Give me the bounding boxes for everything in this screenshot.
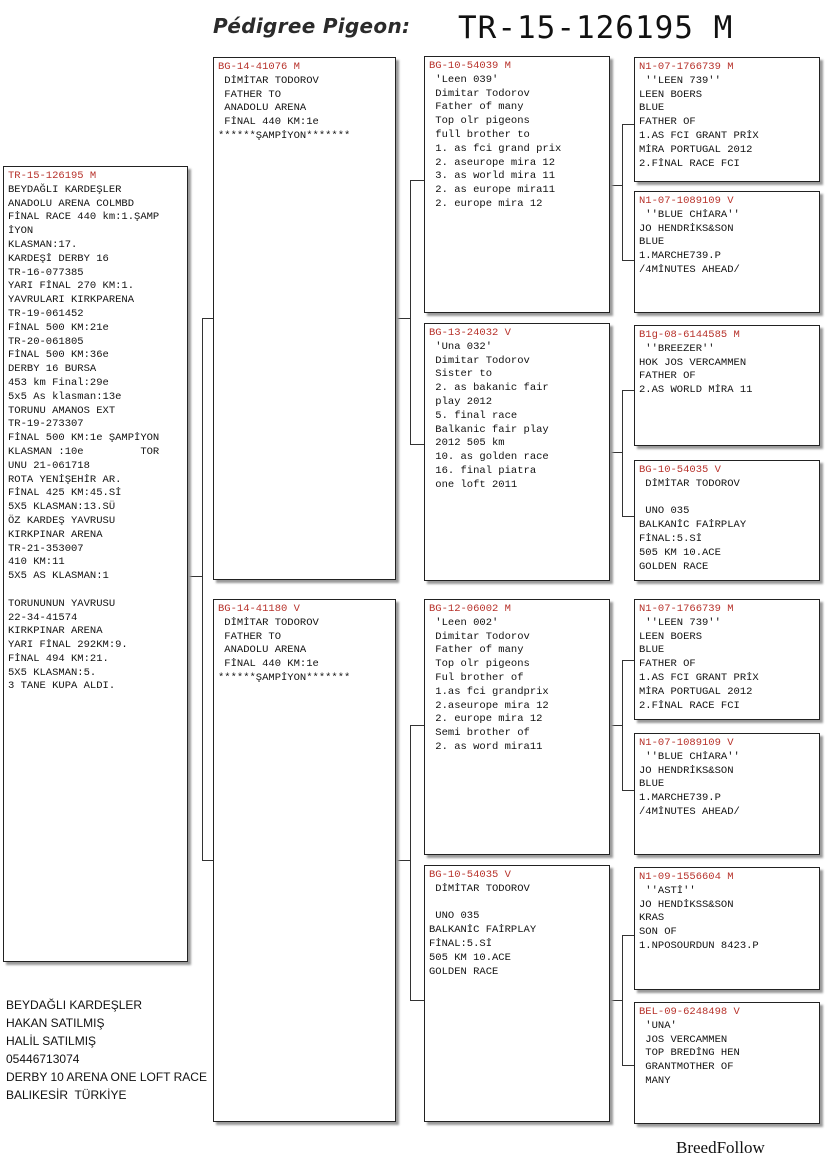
ring-number: BG-14-41180 V xyxy=(218,603,300,615)
detail-line: LEEN BOERS xyxy=(639,630,703,643)
ring-number: BG-14-41076 M xyxy=(218,61,300,73)
connector-line xyxy=(188,576,202,577)
detail-line: 1. as fci grand prix xyxy=(429,142,562,155)
great-grandparent-card-6 xyxy=(634,733,820,855)
detail-line: TOP BREDİNG HEN xyxy=(639,1047,740,1060)
detail-line: FİNAL 500 KM:36e xyxy=(8,349,109,362)
detail-line: ANADOLU ARENA xyxy=(218,102,307,115)
ring-number: BG-13-24032 V xyxy=(429,327,511,339)
detail-line: İYON xyxy=(8,225,34,238)
detail-line: 'UNA' xyxy=(639,1019,677,1032)
detail-line: FATHER OF xyxy=(639,658,696,671)
detail-line: JO HENDRİKS&SON xyxy=(639,222,734,235)
detail-line: DİMİTAR TODOROV xyxy=(639,477,740,490)
detail-line: JO HENDRİKS&SON xyxy=(639,764,734,777)
detail-line: ''BLUE CHİARA'' xyxy=(639,750,740,763)
detail-line: LEEN BOERS xyxy=(639,88,703,101)
detail-line: BLUE xyxy=(639,236,665,249)
ring-number: N1-07-1089109 V xyxy=(639,195,734,207)
detail-line: 'Una 032' xyxy=(429,340,493,353)
grandsire-sire-side-card xyxy=(424,56,610,313)
pedigree-label: Pédigree Pigeon: xyxy=(213,14,411,38)
detail-line: 5X5 KLASMAN:5. xyxy=(8,666,97,679)
detail-line: KLASMAN :10e TOR xyxy=(8,445,160,458)
detail-line: KIRKPINAR ARENA xyxy=(8,625,103,638)
detail-line: FİNAL 500 KM:1e ŞAMPİYON xyxy=(8,432,160,445)
detail-line: 1.MARCHE739.P xyxy=(639,792,721,805)
detail-line: ANADOLU ARENA xyxy=(218,644,307,657)
detail-line: UNO 035 xyxy=(639,505,690,518)
detail-line: ''ASTİ'' xyxy=(639,884,696,897)
detail-line: one loft 2011 xyxy=(429,478,518,491)
detail-line: 3. as world mira 11 xyxy=(429,170,556,183)
owner-line: BALIKESİR TÜRKİYE xyxy=(6,1088,127,1102)
detail-line: full brother to xyxy=(429,128,530,141)
detail-line: Dimitar Todorov xyxy=(429,354,530,367)
detail-line: JOS VERCAMMEN xyxy=(639,1033,728,1046)
detail-line: KIRKPINAR ARENA xyxy=(8,528,103,541)
detail-line: Sister to xyxy=(429,368,493,381)
detail-line: MANY xyxy=(639,1074,671,1087)
detail-line: 2. as word mira11 xyxy=(429,740,543,753)
ring-number: BG-10-54039 M xyxy=(429,60,511,72)
connector-line xyxy=(410,180,424,181)
detail-line: 453 km Final:29e xyxy=(8,376,109,389)
ring-number: N1-09-1556604 M xyxy=(639,871,734,883)
owner-info xyxy=(6,996,207,1104)
detail-line: FİNAL 440 KM:1e xyxy=(218,658,319,671)
detail-line: GOLDEN RACE xyxy=(639,560,709,573)
connector-line xyxy=(410,725,411,1000)
detail-line: ''BLUE CHİARA'' xyxy=(639,208,740,221)
detail-line: 5X5 AS KLASMAN:1 xyxy=(8,570,109,583)
pigeon-details xyxy=(429,74,605,212)
ring-number: BG-12-06002 M xyxy=(429,603,511,615)
connector-line xyxy=(396,318,410,319)
detail-line: Father of many xyxy=(429,644,524,657)
connector-line xyxy=(410,1000,424,1001)
connector-line xyxy=(410,444,424,445)
detail-line: Ful brother of xyxy=(429,671,524,684)
detail-line: 2.FİNAL RACE FCI xyxy=(639,157,740,170)
owner-line: HALİL SATILMIŞ xyxy=(6,1034,97,1048)
detail-line: Semi brother of xyxy=(429,727,530,740)
detail-line: 2. as bakanic fair xyxy=(429,382,549,395)
detail-line: 410 KM:11 xyxy=(8,556,65,569)
detail-line: 2. europe mira 12 xyxy=(429,713,543,726)
ring-number: BEL-09-6248498 V xyxy=(639,1006,740,1018)
owner-line: BEYDAĞLI KARDEŞLER xyxy=(6,998,143,1012)
detail-line: 1.AS FCI GRANT PRİX xyxy=(639,671,759,684)
pigeon-details xyxy=(429,883,605,980)
detail-line: TR-16-077385 xyxy=(8,266,84,279)
pigeon-details xyxy=(639,75,815,172)
detail-line: ROTA YENİŞEHİR AR. xyxy=(8,473,122,486)
detail-line: BEYDAĞLI KARDEŞLER xyxy=(8,183,122,196)
detail-line: TORUNU AMANOS EXT xyxy=(8,404,116,417)
detail-line: FATHER TO xyxy=(218,630,282,643)
connector-line xyxy=(622,124,634,125)
detail-line: 2012 505 km xyxy=(429,437,505,450)
connector-line xyxy=(622,935,623,1065)
detail-line: YAVRULARI KIRKPARENA xyxy=(8,294,135,307)
detail-line xyxy=(8,584,183,598)
detail-line: Dimitar Todorov xyxy=(429,630,530,643)
connector-line xyxy=(622,790,634,791)
connector-line xyxy=(202,318,203,860)
detail-line: MİRA PORTUGAL 2012 xyxy=(639,685,753,698)
grandsire-dam-side-card xyxy=(424,599,610,855)
detail-line: FİNAL 425 KM:45.Sİ xyxy=(8,487,122,500)
detail-line: /4MİNUTES AHEAD/ xyxy=(639,263,740,276)
pigeon-details xyxy=(639,885,815,954)
detail-line: 'Leen 039' xyxy=(429,73,499,86)
subject-card xyxy=(3,166,188,962)
pigeon-details xyxy=(8,184,183,694)
detail-line: FİNAL RACE 440 km:1.ŞAMP xyxy=(8,211,160,224)
detail-line: ''LEEN 739'' xyxy=(639,616,721,629)
detail-line: KRAS xyxy=(639,912,665,925)
detail-line: DİMİTAR TODOROV xyxy=(218,74,319,87)
detail-line: YARI FİNAL 270 KM:1. xyxy=(8,280,135,293)
detail-line: DİMİTAR TODOROV xyxy=(218,616,319,629)
detail-line: MİRA PORTUGAL 2012 xyxy=(639,143,753,156)
ring-number: N1-07-1766739 M xyxy=(639,61,734,73)
detail-line: FİNAL:5.Sİ xyxy=(639,532,703,545)
connector-line xyxy=(622,124,623,260)
detail-line: TR-21-353007 xyxy=(8,542,84,555)
detail-line: 5. final race xyxy=(429,409,518,422)
granddam-dam-side-card xyxy=(424,865,610,1122)
detail-line: BLUE xyxy=(639,644,665,657)
connector-line xyxy=(622,390,623,516)
detail-line: 22-34-41574 xyxy=(8,611,78,624)
detail-line: 2. europe mira 12 xyxy=(429,197,543,210)
owner-phone: 05446713074 xyxy=(6,1052,80,1066)
connector-line xyxy=(622,660,623,790)
detail-line: 16. final piatra xyxy=(429,464,537,477)
pigeon-details xyxy=(639,478,815,575)
detail-line: UNO 035 xyxy=(429,910,480,923)
ring-number: B1g-08-6144585 M xyxy=(639,329,740,341)
detail-line: KARDEŞİ DERBY 16 xyxy=(8,252,109,265)
detail-line: Top olr pigeons xyxy=(429,658,530,671)
detail-line: BALKANİC FAİRPLAY xyxy=(429,924,537,937)
detail-line xyxy=(639,492,815,506)
detail-line: ÖZ KARDEŞ YAVRUSU xyxy=(8,514,116,527)
detail-line: BLUE xyxy=(639,778,665,791)
detail-line: 505 KM 10.ACE xyxy=(639,546,721,559)
connector-line xyxy=(202,860,213,861)
connector-line xyxy=(622,935,634,936)
detail-line: 3 TANE KUPA ALDI. xyxy=(8,680,116,693)
pigeon-details xyxy=(218,617,391,686)
detail-line: FİNAL 494 KM:21. xyxy=(8,652,109,665)
great-grandparent-card-2 xyxy=(634,191,820,313)
detail-line: BLUE xyxy=(639,102,665,115)
connector-line xyxy=(610,452,622,453)
detail-line: GRANTMOTHER OF xyxy=(639,1061,734,1074)
detail-line: ''LEEN 739'' xyxy=(639,74,721,87)
pigeon-details xyxy=(639,617,815,714)
detail-line: TR-20-061805 xyxy=(8,335,84,348)
dam-card xyxy=(213,599,396,1122)
detail-line: TORUNUNUN YAVRUSU xyxy=(8,597,116,610)
connector-line xyxy=(396,860,410,861)
great-grandparent-card-3 xyxy=(634,325,820,446)
great-grandparent-card-4 xyxy=(634,460,820,581)
detail-line: 1.as fci grandprix xyxy=(429,685,549,698)
ring-number: TR-15-126195 M xyxy=(8,170,97,182)
detail-line: Top olr pigeons xyxy=(429,115,530,128)
detail-line: 1.MARCHE739.P xyxy=(639,250,721,263)
detail-line: ''BREEZER'' xyxy=(639,342,715,355)
detail-line: TR-19-273307 xyxy=(8,418,84,431)
subject-ring-number: TR-15-126195 M xyxy=(458,10,734,46)
detail-line: Balkanic fair play xyxy=(429,423,549,436)
great-grandparent-card-7 xyxy=(634,867,820,990)
ring-number: BG-10-54035 V xyxy=(639,464,721,476)
detail-line: 'Leen 002' xyxy=(429,616,499,629)
detail-line: FİNAL:5.Sİ xyxy=(429,937,493,950)
connector-line xyxy=(410,180,411,444)
granddam-sire-side-card xyxy=(424,323,610,581)
great-grandparent-card-8 xyxy=(634,1002,820,1124)
connector-line xyxy=(622,660,634,661)
detail-line: BALKANİC FAİRPLAY xyxy=(639,519,747,532)
pigeon-details xyxy=(639,343,815,398)
detail-line: FİNAL 440 KM:1e xyxy=(218,116,319,129)
detail-line: SON OF xyxy=(639,926,677,939)
detail-line: 5X5 KLASMAN:13.SÜ xyxy=(8,501,116,514)
detail-line: 2. aseurope mira 12 xyxy=(429,156,556,169)
detail-line: TR-19-061452 xyxy=(8,307,84,320)
detail-line: 1.AS FCI GRANT PRİX xyxy=(639,129,759,142)
owner-line: HAKAN SATILMIŞ xyxy=(6,1016,105,1030)
detail-line: DİMİTAR TODOROV xyxy=(429,882,530,895)
connector-line xyxy=(610,725,622,726)
detail-line: FİNAL 500 KM:21e xyxy=(8,321,109,334)
detail-line: 2.FİNAL RACE FCI xyxy=(639,699,740,712)
pigeon-details xyxy=(639,209,815,278)
ring-number: N1-07-1089109 V xyxy=(639,737,734,749)
detail-line: 1.NPOSOURDUN 8423.P xyxy=(639,939,759,952)
connector-line xyxy=(622,390,634,391)
detail-line: 5x5 As klasman:13e xyxy=(8,390,122,403)
detail-line: ANADOLU ARENA COLMBD xyxy=(8,197,135,210)
ring-number: N1-07-1766739 M xyxy=(639,603,734,615)
ring-number: BG-10-54035 V xyxy=(429,869,511,881)
detail-line: ******ŞAMPİYON******* xyxy=(218,671,351,684)
connector-line xyxy=(622,260,634,261)
detail-line: 10. as golden race xyxy=(429,451,549,464)
detail-line: HOK JOS VERCAMMEN xyxy=(639,356,747,369)
pigeon-details xyxy=(639,1020,815,1089)
detail-line: ******ŞAMPİYON******* xyxy=(218,129,351,142)
detail-line: DERBY 16 BURSA xyxy=(8,363,97,376)
detail-line: 505 KM 10.ACE xyxy=(429,951,511,964)
connector-line xyxy=(610,185,622,186)
connector-line xyxy=(622,516,634,517)
pigeon-details xyxy=(429,341,605,493)
owner-line: DERBY 10 ARENA ONE LOFT RACE xyxy=(6,1070,207,1084)
connector-line xyxy=(410,725,424,726)
pigeon-details xyxy=(639,751,815,820)
connector-line xyxy=(610,1000,622,1001)
detail-line: Dimitar Todorov xyxy=(429,87,530,100)
detail-line: 2. as europe mira11 xyxy=(429,184,556,197)
brand-watermark: BreedFollow xyxy=(676,1138,765,1157)
detail-line: Father of many xyxy=(429,101,524,114)
detail-line: GOLDEN RACE xyxy=(429,965,499,978)
detail-line: FATHER OF xyxy=(639,370,696,383)
detail-line: play 2012 xyxy=(429,395,493,408)
detail-line: YARI FİNAL 292KM:9. xyxy=(8,639,128,652)
detail-line: FATHER TO xyxy=(218,88,282,101)
connector-line xyxy=(622,1065,634,1066)
detail-line: 2.AS WORLD MİRA 11 xyxy=(639,384,753,397)
pigeon-details xyxy=(429,617,605,755)
detail-line: JO HENDİKSS&SON xyxy=(639,898,734,911)
connector-line xyxy=(202,318,213,319)
great-grandparent-card-5 xyxy=(634,599,820,720)
detail-line: FATHER OF xyxy=(639,116,696,129)
great-grandparent-card-1 xyxy=(634,57,820,182)
sire-card xyxy=(213,57,396,580)
detail-line xyxy=(429,897,605,911)
detail-line: UNU 21-061718 xyxy=(8,459,90,472)
detail-line: /4MİNUTES AHEAD/ xyxy=(639,805,740,818)
detail-line: KLASMAN:17. xyxy=(8,238,78,251)
detail-line: 2.aseurope mira 12 xyxy=(429,699,549,712)
pigeon-details xyxy=(218,75,391,144)
